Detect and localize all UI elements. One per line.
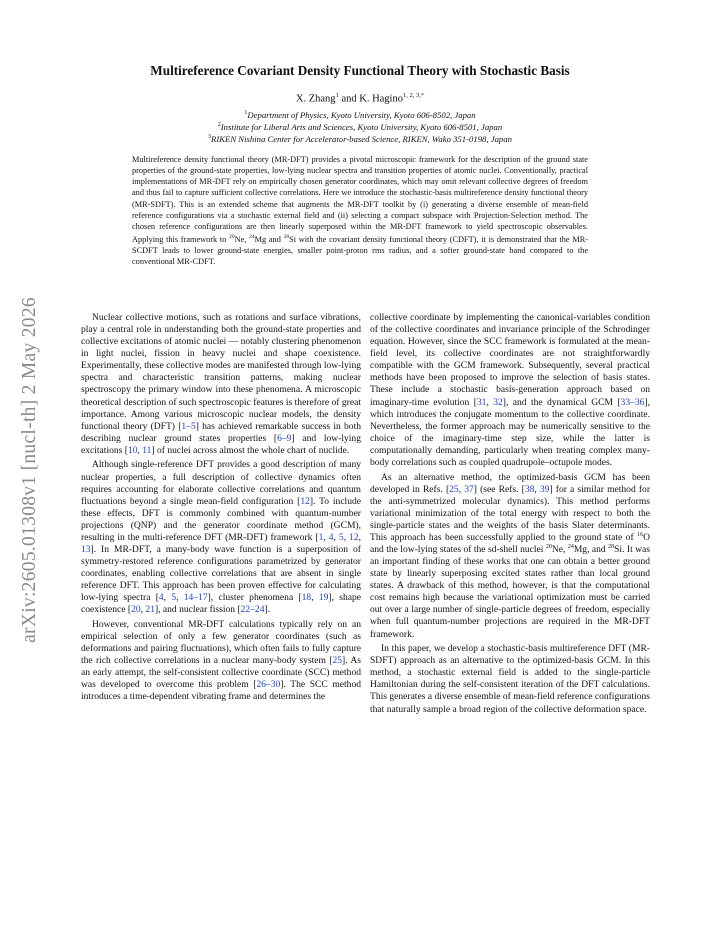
paragraph: Although single-reference DFT provides a good description of many nuclear properties, a full description of collective dynamics often requires accounting for elaborate collective correlations and quantum fluctuations beyond a single mean-field configuration [12]. To include these effects, DFT is commonly combined with quantum-number projections (QNP) and the generator coordinate method (GCM), resulting in the multi-reference DFT (MR-DFT) framework [1, 4, 5, 12, 13]. In MR-DFT, a many-body wave function is a superposition of symmetry-restored reference configurations parametrized by generator coordinates, enabling collective correlations that are absent in single reference DFT. This approach has been proven effective for calculating low-lying spectra [4, 5, 14–17], cluster phenomena [18, 19], shape coexistence [20, 21], and nuclear fission [22–24]. bbox=[81, 459, 361, 616]
citation-link[interactable]: 38 bbox=[524, 483, 535, 495]
citation-link[interactable]: 25 bbox=[332, 655, 343, 667]
citation-link[interactable]: 33–36 bbox=[620, 396, 645, 408]
citation-link[interactable]: 19 bbox=[318, 592, 329, 604]
citation-link[interactable]: 31 bbox=[476, 396, 487, 408]
citation-link[interactable]: 4 bbox=[328, 531, 334, 543]
citation-link[interactable]: 32 bbox=[493, 396, 503, 408]
citation-link[interactable]: 5 bbox=[338, 531, 344, 543]
affiliation-1: $^1$Department of Physics, Kyoto University, Kyoto 606-8502, Japan bbox=[244, 110, 476, 120]
citation-link[interactable]: 25 bbox=[449, 483, 459, 495]
author-affiliation-mark: 1 bbox=[335, 92, 339, 99]
citation-link[interactable]: 37 bbox=[464, 483, 474, 495]
citation-link[interactable]: 11 bbox=[142, 444, 152, 456]
paragraph: In this paper, we develop a stochastic-basis multireference DFT (MR-SDFT) approach as an alternative to the optimized-basis GCM. In this method, a stochastic external field is added to the single-particle Hamiltonian during the self-consistent iteration of the DFT calculations. This generates a diverse ensemble of mean-field reference configurations that naturally sample a broad region of the collective deformation space. bbox=[370, 643, 650, 715]
paper-title: Multireference Covariant Density Functional Theory with Stochastic Basis bbox=[150, 63, 570, 78]
citation-link[interactable]: 21 bbox=[145, 604, 155, 616]
abstract: Multireference density functional theory (MR-DFT) provides a pivotal microscopic framework for the description of the ground state properties of the ground-state properties, low-lying nuclear spectra and transition properties of atomic nuclei. Conventionally, practical implementations of MR-DFT rely on empirically chosen generator coordinates, which may omit relevant collective degrees of freedom and thus fail to capture sufficient collective correlations. Here we introduce the stochastic-basis multireference density functional theory (MR-SDFT). This is an extended scheme that augments the MR-DFT toolkit by (i) generating a diverse ensemble of mean-field reference configurations via a stochastic external field and (ii) selecting a compact subspace with Projection-Selection method. The chosen reference configurations are then linearly superposed within the MR-DFT framework to yield spectroscopic observables. Applying this framework to $^{20}$Ne, $^{24}$Mg and $^{28}$Si with the covariant density functional theory (CDFT), it is demonstrated that the MR-SCDFT leads to lower ground-state energies, smaller point-proton rms radius, and a softer ground-state band compared to the conventional MR-CDFT. bbox=[132, 155, 589, 267]
author-name: X. Zhang bbox=[295, 93, 336, 105]
citation-link[interactable]: 12 bbox=[300, 495, 310, 507]
citation-link[interactable]: 20 bbox=[131, 604, 141, 616]
citation-link[interactable]: 14–17 bbox=[183, 592, 208, 604]
affiliation-3: $^3$RIKEN Nishina Center for Accelerator-based Science, RIKEN, Wako 351-0198, Japan bbox=[208, 134, 512, 144]
citation-link[interactable]: 1–5 bbox=[181, 420, 196, 432]
affiliation-2: $^2$Institute for Liberal Arts and Sciences, Kyoto University, Kyoto 606-8501, Japan bbox=[217, 122, 503, 132]
citation-link[interactable]: 12 bbox=[349, 531, 359, 543]
arxiv-id-text: arXiv:2605.01308v1 [nucl-th] 2 May 2026 bbox=[19, 297, 40, 643]
author-name: K. Hagino bbox=[359, 93, 403, 105]
left-column bbox=[81, 312, 361, 706]
citation-link[interactable]: 5 bbox=[171, 592, 177, 604]
citation-link[interactable]: 18 bbox=[301, 592, 312, 604]
citation-link[interactable]: 4 bbox=[158, 592, 164, 604]
citation-link[interactable]: 6–9 bbox=[277, 432, 292, 444]
citation-link[interactable]: 26–30 bbox=[256, 679, 281, 691]
corresponding-author-link[interactable]: * bbox=[420, 92, 425, 99]
paragraph: As an alternative method, the optimized-basis GCM has been developed in Refs. [25, 37] (see Refs. [38, 39] for a similar method for the anti-symmetrized molecular dynamics). This method performs variational minimization of the total energy with respect to both the single-particle states and the weights of the basis Slater determinants. This approach has been successfully applied to the ground state of $^{16}$O and the low-lying states of the sd-shell nuclei $^{20}$Ne, $^{24}$Mg, and $^{28}$Si. It was an important finding of these works that one can obtain a better ground state by linearly superposing excited states rather than local ground states. A drawback of this method, however, is that the computational cost remains high because the variational optimization must be carried out over a large number of single-particle degrees of freedom, especially when full quantum-number projections are required in the MR-DFT framework. bbox=[370, 471, 650, 640]
paragraph: Nuclear collective motions, such as rotations and surface vibrations, play a central role in understanding both the ground-state properties and collective excitations of atomic nuclei — notably clustering phenomenon in light nuclei, fission in heavy nuclei and shape coexistence. Experimentally, these collective modes are manifested through low-lying spectra and characteristic transition patterns, making nuclear spectroscopy the primary window into these phenomena. A microscopic theoretical description of such spectroscopic features is therefore of great importance. Among various microscopic nuclear models, the density functional theory (DFT) [1–5] has achieved remarkable success in both describing nuclear ground states properties [6–9] and low-lying excitations [10, 11] of nuclei across almost the whole chart of nuclide. bbox=[81, 312, 361, 456]
author-affiliation-mark: 1, 2, 3,* bbox=[402, 92, 425, 99]
author-conjunction: and bbox=[341, 93, 357, 105]
paragraph: However, conventional MR-DFT calculations typically rely on an empirical selection of only a few generator coordinates (such as deformations and pairing fluctuations), which often fails to fully capture the rich collective correlations in a nuclear many-body system [25]. As an early attempt, the self-consistent collective coordinate (SCC) method was developed to overcome this problem [26–30]. The SCC method introduces a time-dependent vibrating frame and determines the bbox=[81, 618, 361, 703]
arxiv-identifier bbox=[14, 270, 46, 670]
citation-link[interactable]: 13 bbox=[81, 543, 91, 555]
citation-link[interactable]: 1 bbox=[318, 531, 324, 543]
right-column bbox=[370, 312, 650, 718]
citation-link[interactable]: 39 bbox=[539, 483, 550, 495]
citation-link[interactable]: 10 bbox=[127, 444, 138, 456]
author-list bbox=[60, 92, 660, 105]
paragraph: collective coordinate by implementing the canonical-variables condition of the collective coordinates and invariance principle of the Schrodinger equation. However, since the SCC framework is formulated at the mean-field level, its collective coordinates are not straightforwardly compatible with the GCM framework. Subsequently, several practical methods have been proposed to improve the selection of basis states. These include a stochastic basis-generation approach based on imaginary-time evolution [31, 32], and the dynamical GCM [33–36], which introduces the conjugate momentum to the collective coordinate. Nevertheless, the former approach may be numerically sensitive to the choice of the imaginary-time step size, while the latter is computationally demanding, particularly when treating complex many-body correlations such as coupled quadrupole–octupole modes. bbox=[370, 312, 650, 468]
citation-link[interactable]: 22–24 bbox=[240, 604, 265, 616]
